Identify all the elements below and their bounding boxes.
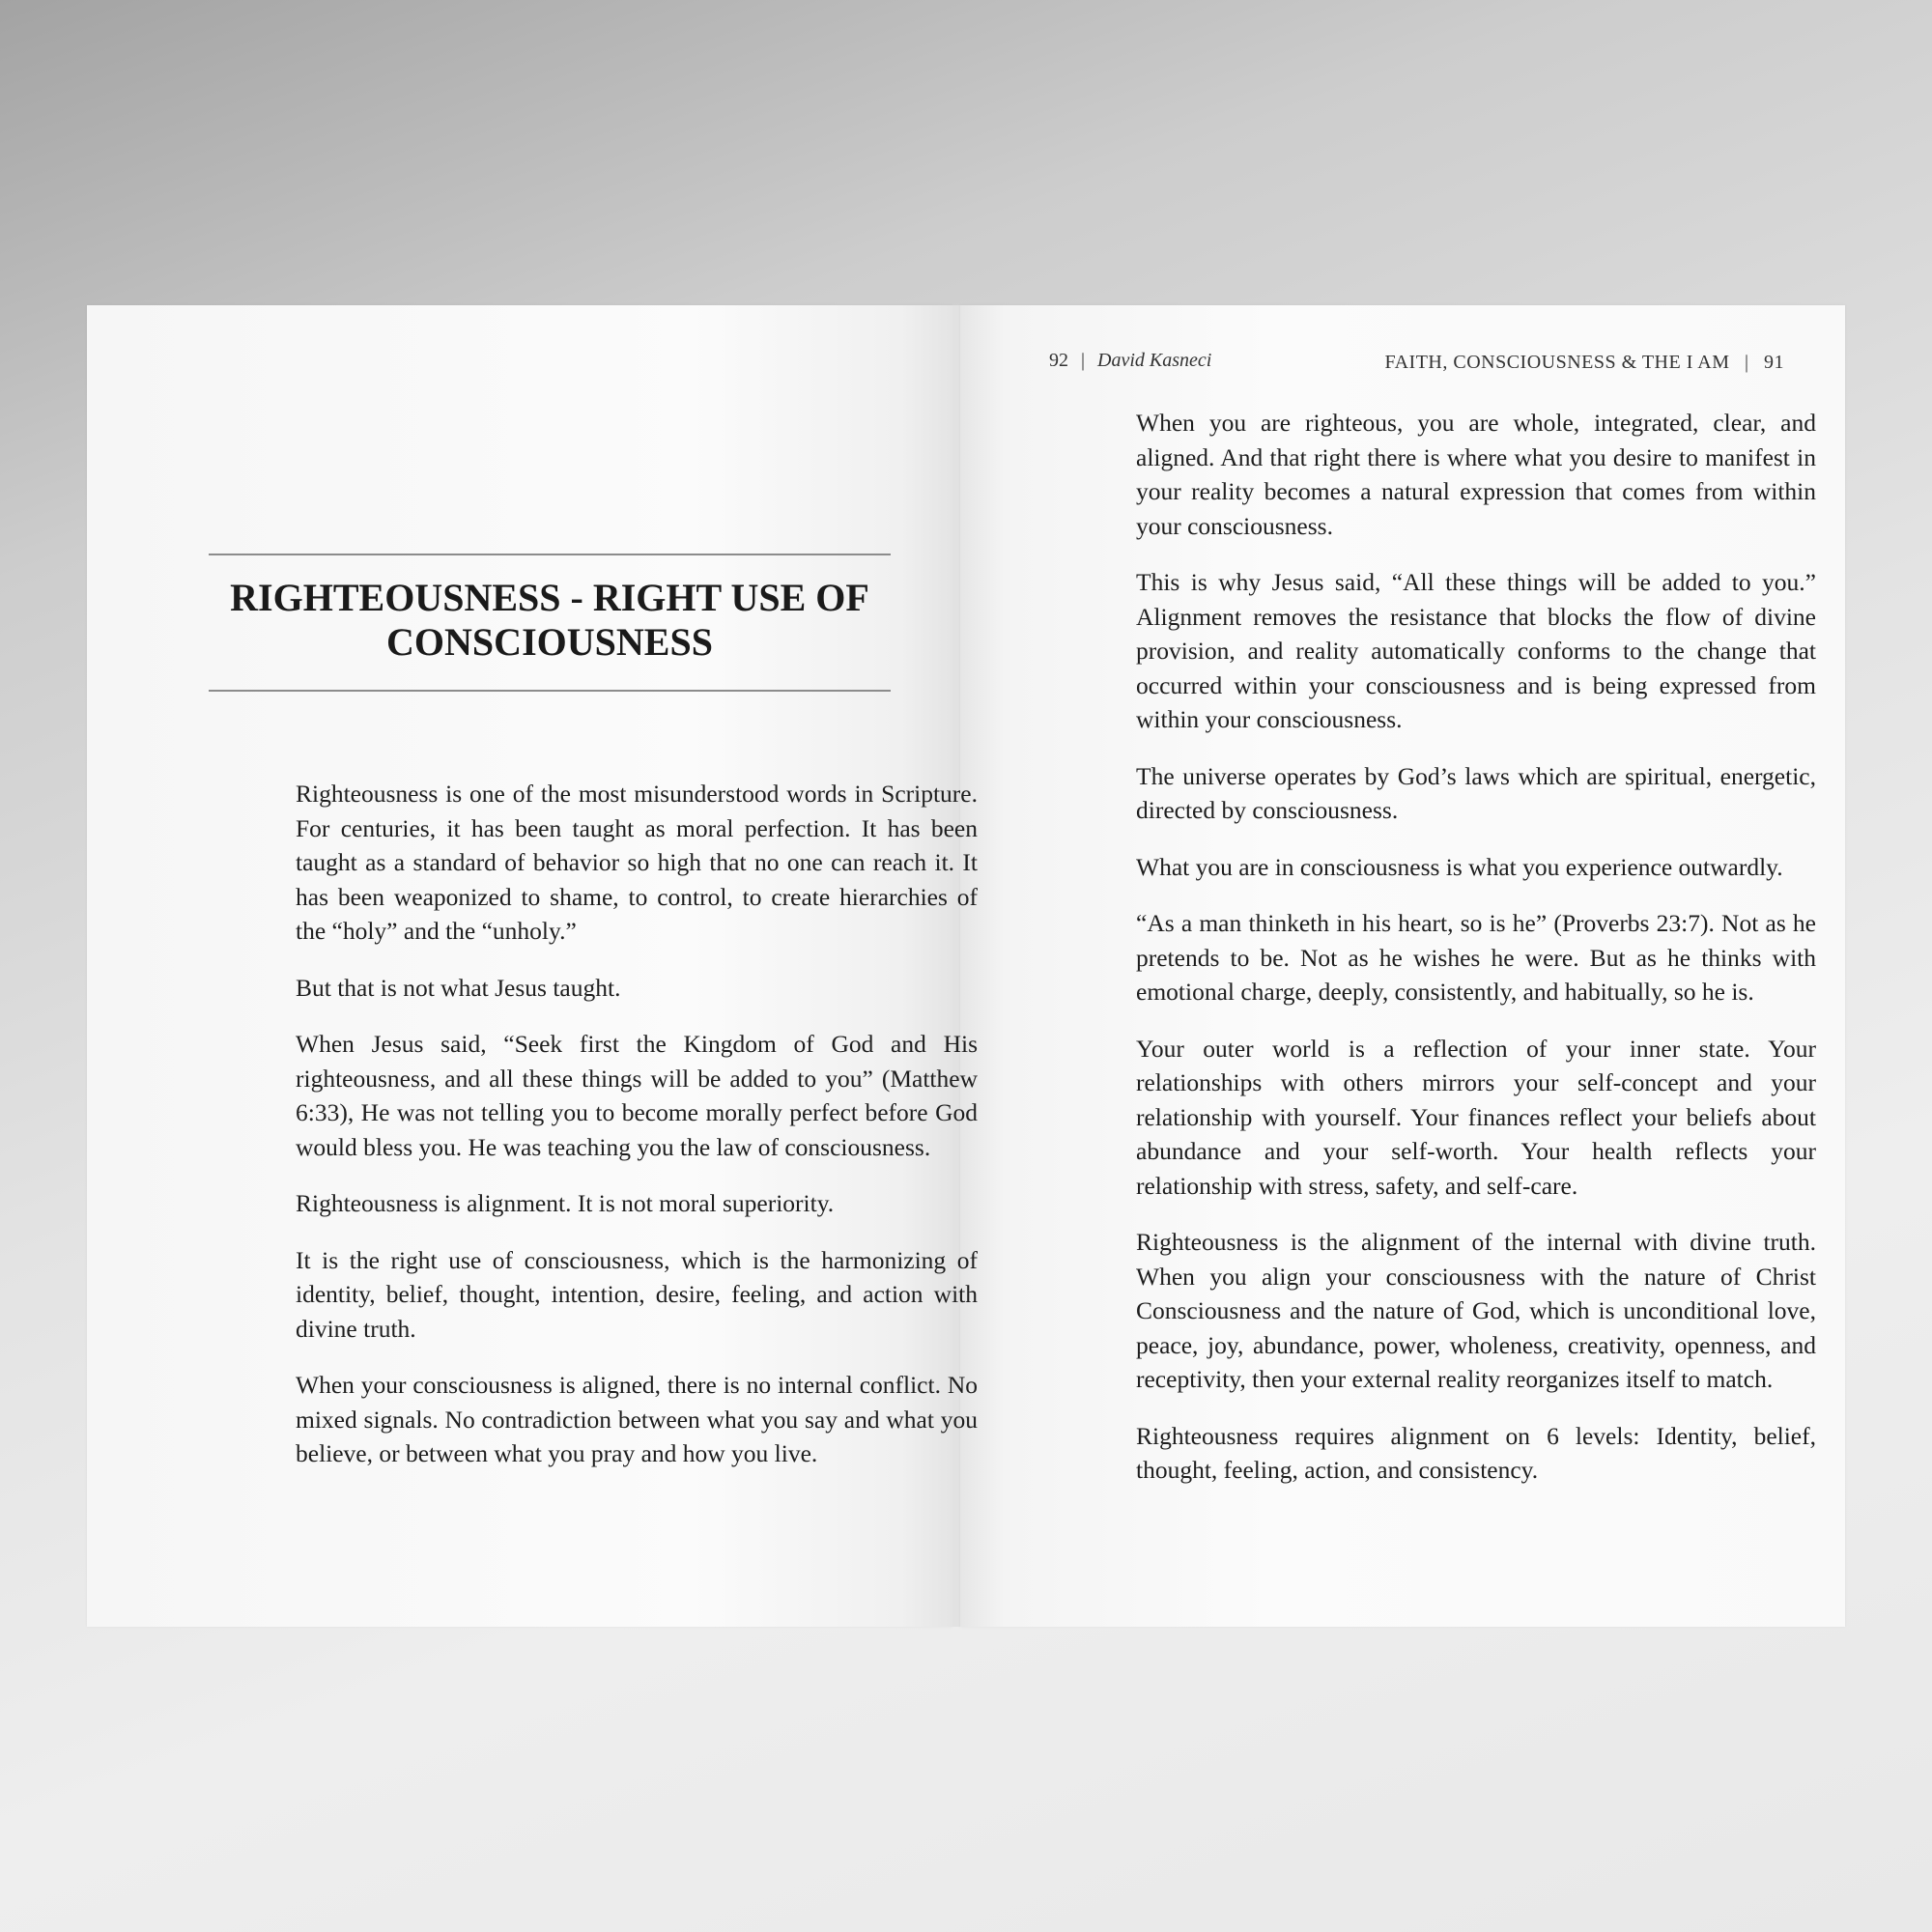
- chapter-title-line-1: RIGHTEOUSNESS - RIGHT USE OF: [230, 576, 869, 619]
- running-head-separator: |: [1081, 350, 1086, 371]
- right-page-number: 92: [1049, 350, 1068, 371]
- running-head-separator: |: [1744, 352, 1749, 373]
- paragraph: The universe operates by God’s laws which are spiritual, energetic, directed by consciousness.: [1136, 761, 1816, 824]
- chapter-title: [209, 576, 891, 665]
- paragraph: Righteousness requires alignment on 6 levels: Identity, belief, thought, feeling, action, and consistency.: [1136, 1421, 1816, 1484]
- left-running-head: [1384, 352, 1784, 374]
- paragraph: When Jesus said, “Seek first the Kingdom of God and His righteousness, and all these things will be added to you” (Matthew 6:33), He was not telling you to become morally perfect before God would bless you. He was teaching you the law of consciousness.: [296, 1030, 978, 1161]
- left-page-number: 91: [1764, 352, 1784, 373]
- right-page-body: [1136, 406, 1816, 1510]
- right-running-head: [1049, 350, 1211, 372]
- paragraph: Your outer world is a reflection of your inner state. Your relationships with others mirrors your self-concept and your relationship with yourself. Your finances reflect your beliefs about abundance and your self-worth. Your health reflects your relationship with stress, safety, and self-care.: [1136, 1034, 1816, 1200]
- left-page-body: [296, 777, 978, 1493]
- paragraph: When your consciousness is aligned, there is no internal conflict. No mixed signals. No contradiction between what you say and what you believe, or between what you pray and how you live.: [296, 1371, 978, 1467]
- paragraph: It is the right use of consciousness, which is the harmonizing of identity, belief, thought, intention, desire, feeling, and action with divine truth.: [296, 1245, 978, 1343]
- paragraph: Righteousness is alignment. It is not moral superiority.: [296, 1189, 835, 1217]
- title-rule-bottom: [209, 690, 891, 692]
- chapter-title-line-2: CONSCIOUSNESS: [386, 620, 713, 664]
- book-spread: [87, 305, 1845, 1627]
- running-head-title: FAITH, CONSCIOUSNESS & THE I AM: [1384, 352, 1730, 373]
- paragraph: But that is not what Jesus taught.: [296, 973, 621, 1002]
- running-head-author: David Kasneci: [1097, 350, 1212, 371]
- paragraph: “As a man thinketh in his heart, so is he” (Proverbs 23:7). Not as he pretends to be. Not as he wishes he were. But as he thinks with emotional charge, deeply, consistently, and habitually, so he is.: [1136, 909, 1816, 1006]
- paragraph: When you are righteous, you are whole, integrated, clear, and aligned. And that right there is where what you desire to manifest in your reality becomes a natural expression that comes from within your consciousness.: [1136, 409, 1816, 540]
- paragraph: What you are in consciousness is what you experience outwardly.: [1136, 852, 1783, 881]
- paragraph: This is why Jesus said, “All these things will be added to you.” Alignment removes the resistance that blocks the flow of divine provision, and reality automatically conforms to the change that occurred within your consciousness and is being expressed from within your consciousness.: [1136, 568, 1816, 733]
- paragraph: Righteousness is the alignment of the internal with divine truth. When you align your consciousness with the nature of Christ Consciousness and the nature of God, which is unconditional love, peace, joy, abundance, power, wholeness, creativity, openness, and receptivity, then your external reality reorganizes itself to match.: [1136, 1228, 1816, 1393]
- title-rule-top: [209, 554, 891, 555]
- paragraph: Righteousness is one of the most misunderstood words in Scripture. For centuries, it has been taught as moral perfection. It has been taught as a standard of behavior so high that no one can reach it. It has been weaponized to shame, to control, to create hierarchies of the “holy” and the “unholy.”: [296, 780, 978, 945]
